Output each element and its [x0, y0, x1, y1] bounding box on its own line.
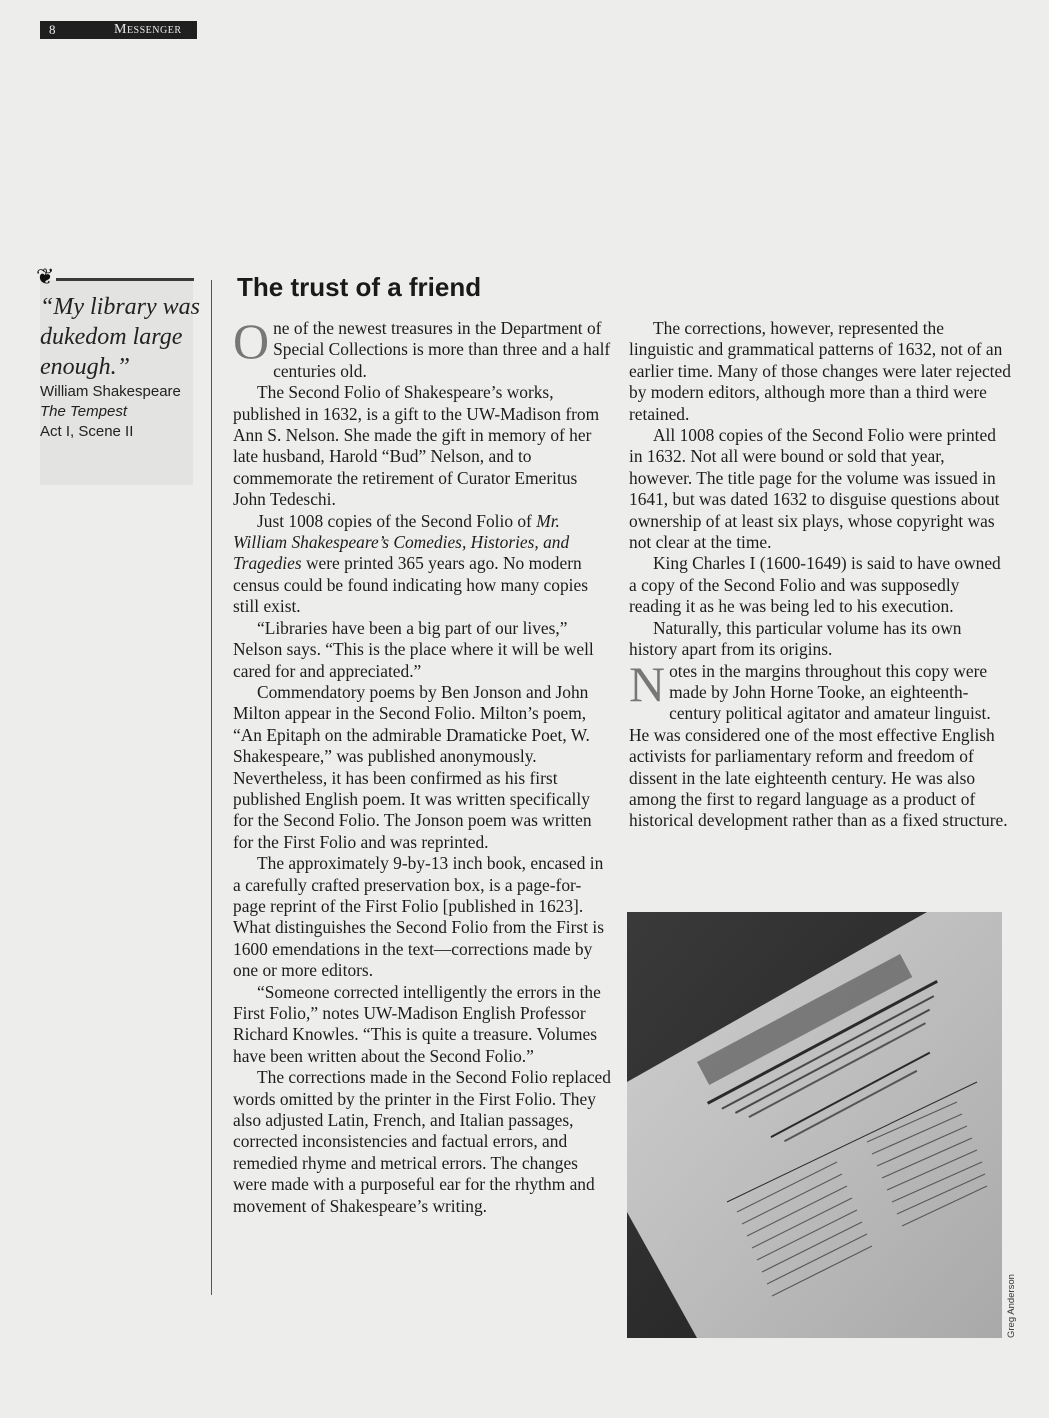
- paragraph: King Charles I (1600-1649) is said to have owned a copy of the Second Folio and was supposedly reading it as he was being led to his execution.: [629, 553, 1001, 617]
- article-column-1: [233, 313, 611, 1217]
- drop-cap: O: [233, 313, 270, 369]
- paragraph: Naturally, this particular volume has its own history apart from its origins.: [629, 617, 962, 660]
- paragraph: “Libraries have been a big part of our lives,” Nelson says. “This is the place where it will be well cared for and appreciated.”: [233, 617, 594, 681]
- paragraph: One of the newest treasures in the Department of Special Collections is more than three and a half centuries old.: [233, 313, 611, 381]
- quote-author: William Shakespeare: [40, 383, 181, 400]
- article-headline: The trust of a friend: [237, 272, 482, 302]
- running-header: [40, 21, 197, 39]
- paragraph: “Someone corrected intelligently the errors in the First Folio,” notes UW-Madison English Professor Richard Knowles. “This is quite a treasure. Volumes have been written about the Second Folio.”: [233, 981, 601, 1066]
- paragraph: Just 1008 copies of the Second Folio of Mr. William Shakespeare’s Comedies, Histories, and Tragedies were printed 365 years ago. No modern census could be found indicating how many copies still exist.: [233, 510, 588, 617]
- paragraph: Commendatory poems by Ben Jonson and John Milton appear in the Second Folio. Milton’s poem, “An Epitaph on the admirable Dramaticke Poet, W. Shakespeare,” was published anonymously. Nevertheless, it has been confirmed as his first published English poem. It was written specifically for the Second Folio. The Jonson poem was written for the First Folio and was reprinted.: [233, 681, 592, 852]
- folio-photograph: [627, 912, 1002, 1338]
- quote-attribution: [40, 382, 210, 442]
- quote-scene: Act I, Scene II: [40, 423, 134, 440]
- quote-play: The Tempest: [40, 403, 127, 420]
- photo-credit: Greg Anderson: [1006, 1274, 1017, 1338]
- publication-name: Messenger: [114, 22, 182, 37]
- book-title: Mr. William Shakespeare’s Comedies, Histories, and Tragedies: [233, 510, 570, 574]
- paragraph: The Second Folio of Shakespeare’s works, published in 1632, is a gift to the UW-Madison from Ann S. Nelson. She made the gift in memory of her late husband, Harold “Bud” Nelson, and to commemorate the retirement of Curator Emeritus John Tedeschi.: [233, 382, 600, 510]
- paragraph: All 1008 copies of the Second Folio were printed in 1632. Not all were bound or sold that year, however. The title page for the volume was issued in 1641, but was dated 1632 to disguise questions about ownership of at least six plays, whose copyright was not clear at the time.: [629, 425, 1000, 553]
- paragraph: The corrections, however, represented the linguistic and grammatical patterns of 1632, not of an earlier time. Many of those changes were later rejected by modern editors, although more than a third were retained.: [629, 318, 1011, 424]
- paragraph: The corrections made in the Second Folio replaced words omitted by the printer in the First Folio. They also adjusted Latin, French, and Italian passages, corrected inconsistencies and factual errors, and remedied rhyme and metrical errors. The changes were made with a purposeful ear for the rhythm and movement of Shakespeare’s writing.: [233, 1067, 611, 1216]
- paragraph: Notes in the margins throughout this copy were made by John Horne Tooke, an eighteenth-century political agitator and amateur linguist. He was considered one of the most effective English activists for parliamentary reform and freedom of dissent in the late eighteenth century. He was also among the first to regard language as a product of historical development rather than as a fixed structure.: [629, 655, 1008, 831]
- paragraph: The approximately 9-by-13 inch book, encased in a carefully crafted preservation box, is a page-for-page reprint of the First Folio [published in 1623]. What distinguishes the Second Folio from the First is 1600 emendations in the text—corrections made by one or more editors.: [233, 853, 604, 981]
- fleuron-icon: ❦: [36, 264, 55, 289]
- sidebar-rule: [56, 278, 194, 281]
- folio-page-illustration: [627, 912, 1002, 1338]
- page-number: 8: [49, 22, 56, 37]
- article-column-2: [629, 318, 1011, 832]
- drop-cap: N: [629, 655, 666, 712]
- column-divider: [211, 280, 212, 1295]
- pull-quote: “My library was dukedom large enough.”: [40, 294, 201, 380]
